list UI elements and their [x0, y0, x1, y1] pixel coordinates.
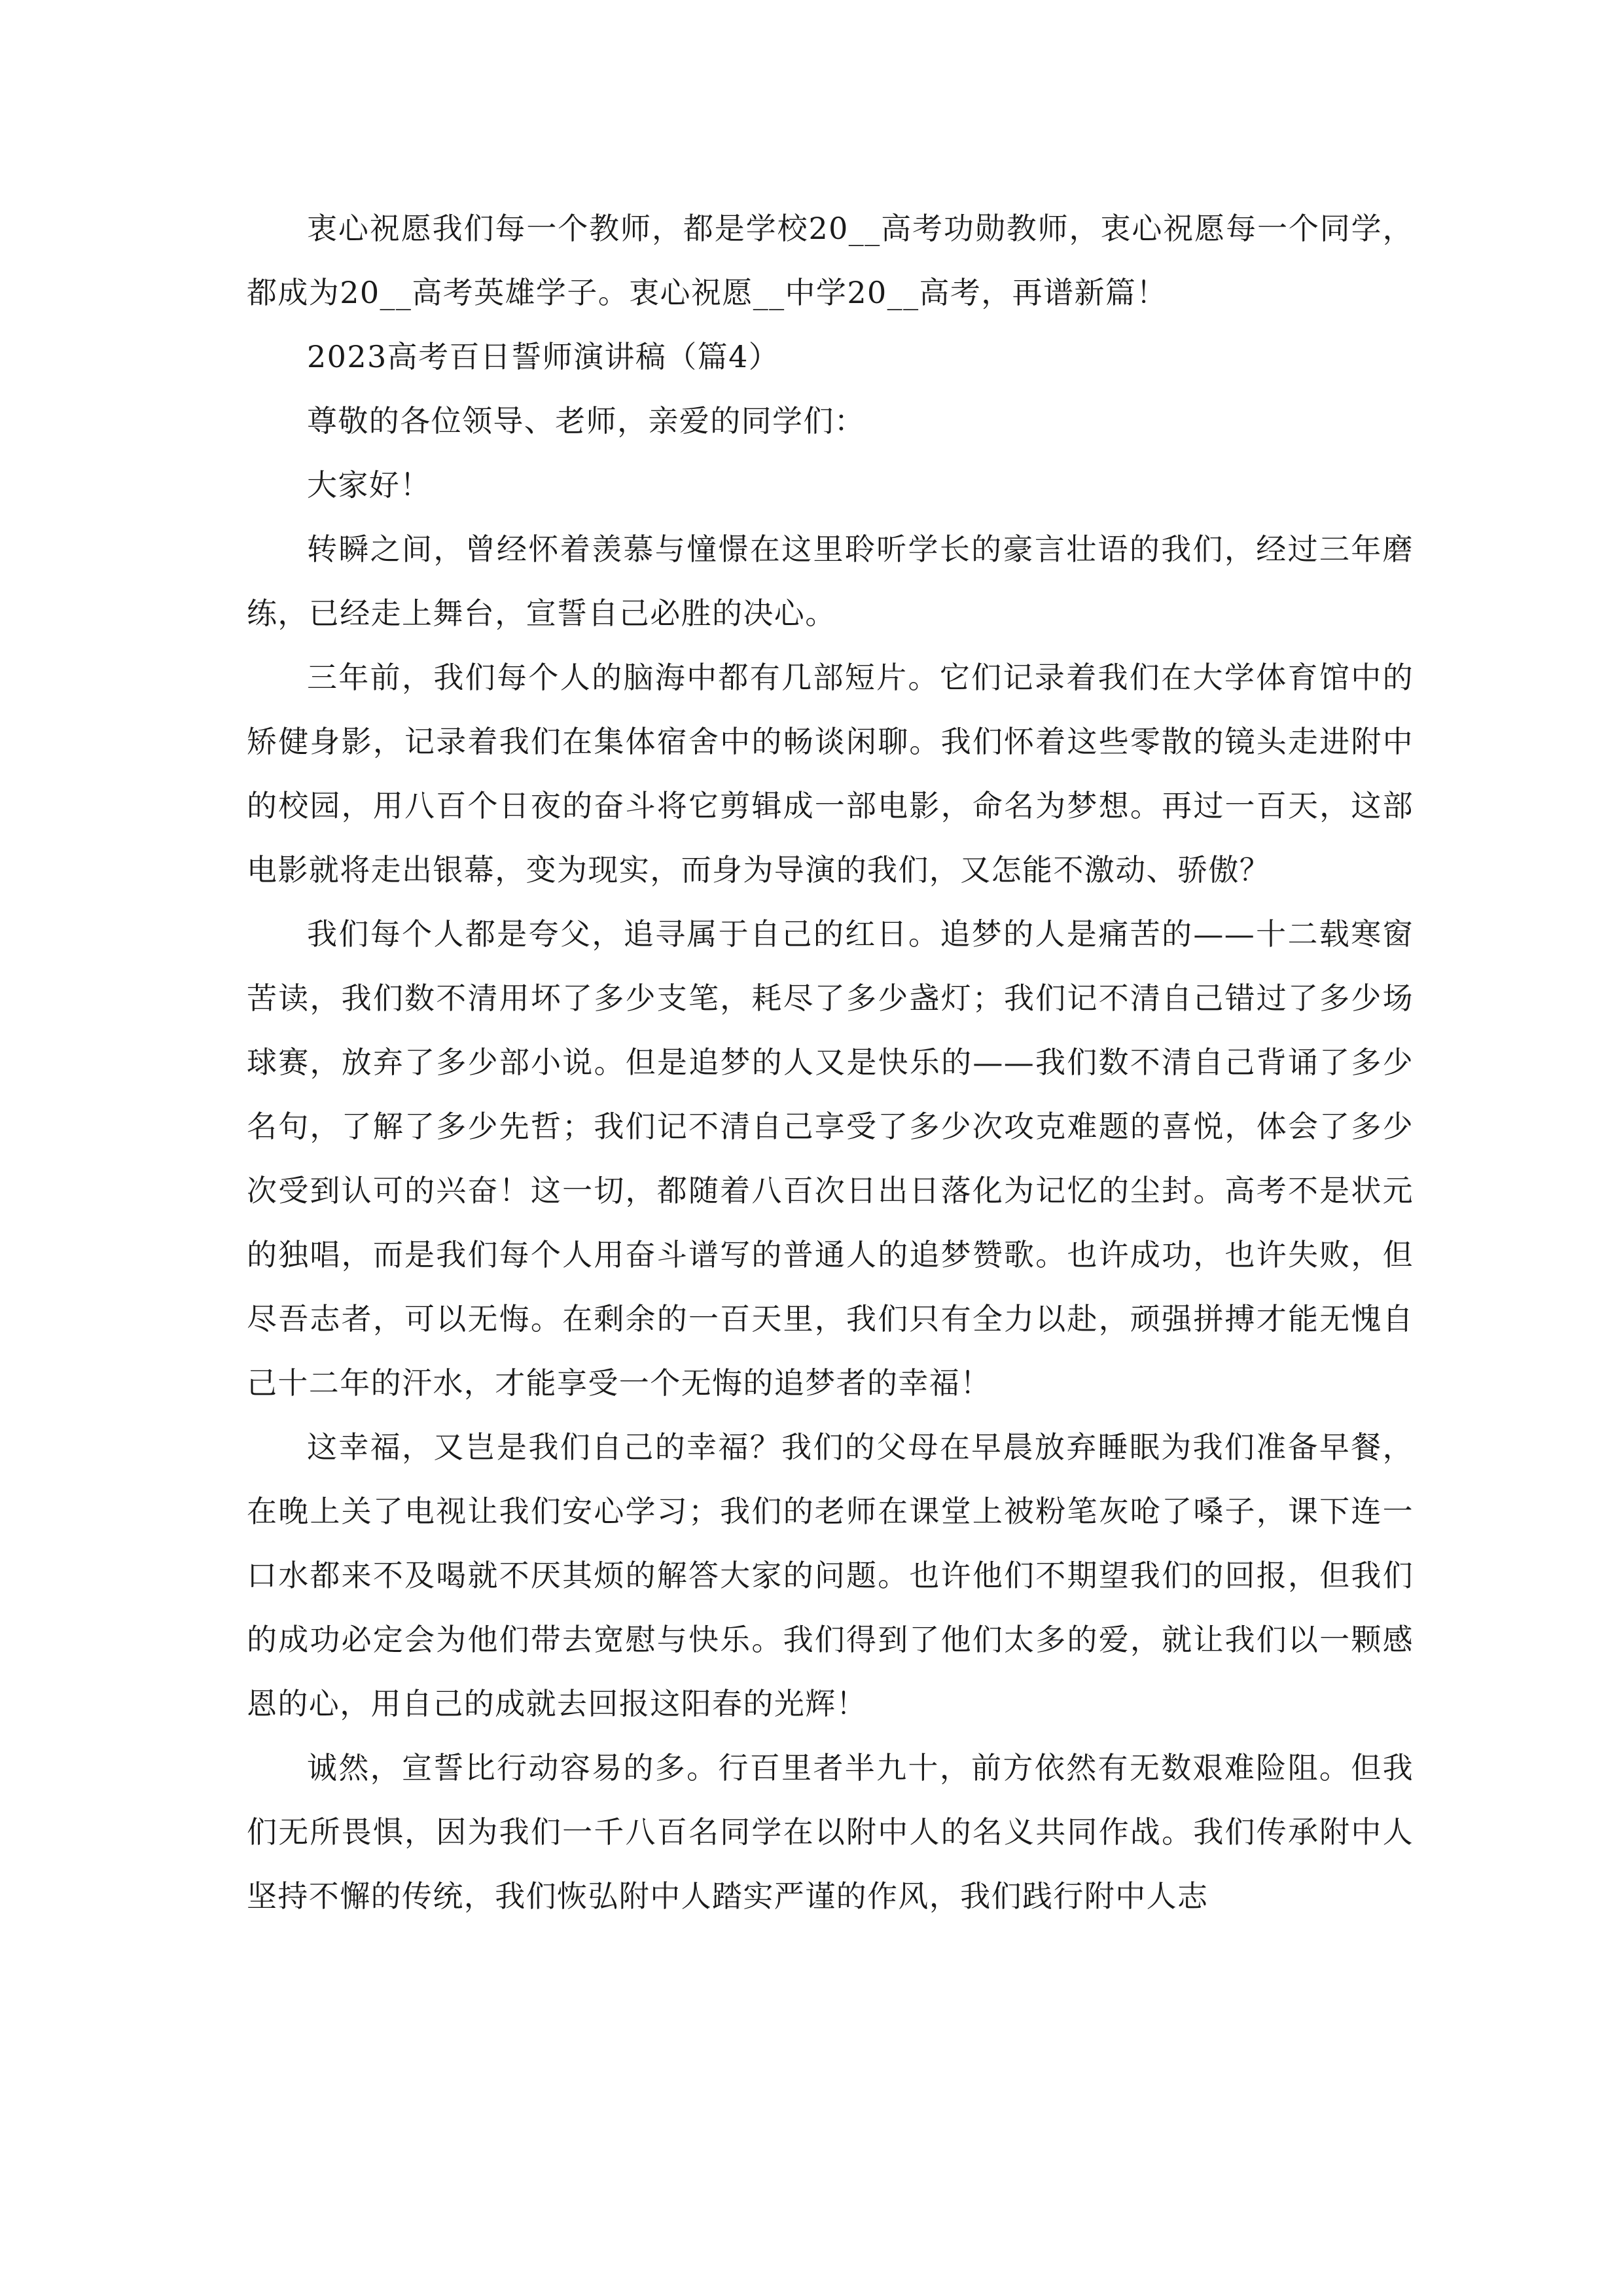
paragraph-dream-film: 三年前，我们每个人的脑海中都有几部短片。它们记录着我们在大学体育馆中的矫健身影，记录着我们在集体宿舍中的畅谈闲聊。我们怀着这些零散的镜头走进附中的校园，用八百个日夜的奋斗将它剪辑成一部电影，命名为梦想。再过一百天，这部电影就将走出银幕，变为现实，而身为导演的我们，又怎能不激动、骄傲？: [247, 660, 1414, 888]
salutation: 尊敬的各位领导、老师，亲爱的同学们：: [307, 403, 866, 439]
document-body: [247, 196, 1414, 1928]
paragraph-kuafu: 我们每个人都是夸父，追寻属于自己的红日。追梦的人是痛苦的——十二载寒窗苦读，我们数不清用坏了多少支笔，耗尽了多少盏灯；我们记不清自己错过了多少场球赛，放弃了多少部小说。但是追梦的人又是快乐的——我们数不清自己背诵了多少名句，了解了多少先哲；我们记不清自己享受了多少次攻克难题的喜悦，体会了多少次受到认可的兴奋！这一切，都随着八百次日出日落化为记忆的尘封。高考不是状元的独唱，而是我们每个人用奋斗谱写的普通人的追梦赞歌。也许成功，也许失败，但尽吾志者，可以无悔。在剩余的一百天里，我们只有全力以赴，顽强拼搏才能无愧自己十二年的汗水，才能享受一个无悔的追梦者的幸福！: [247, 916, 1414, 1401]
paragraph-stage: 转瞬之间，曾经怀着羡慕与憧憬在这里聆听学长的豪言壮语的我们，经过三年磨练，已经走上舞台，宣誓自己必胜的决心。: [247, 531, 1414, 631]
paragraph-oath: 诚然，宣誓比行动容易的多。行百里者半九十，前方依然有无数艰难险阻。但我们无所畏惧，因为我们一千八百名同学在以附中人的名义共同作战。我们传承附中人坚持不懈的传统，我们恢弘附中人踏实严谨的作风，我们践行附中人志: [247, 1750, 1414, 1914]
paragraph-gratitude: 这幸福，又岂是我们自己的幸福？我们的父母在早晨放弃睡眠为我们准备早餐，在晚上关了电视让我们安心学习；我们的老师在课堂上被粉笔灰呛了嗓子，课下连一口水都来不及喝就不厌其烦的解答大家的问题。也许他们不期望我们的回报，但我们的成功必定会为他们带去宽慰与快乐。我们得到了他们太多的爱，就让我们以一颗感恩的心，用自己的成就去回报这阳春的光辉！: [247, 1429, 1414, 1721]
greeting: 大家好！: [307, 467, 431, 503]
paragraph-wishes: 衷心祝愿我们每一个教师，都是学校20__高考功勋教师，衷心祝愿每一个同学，都成为20__高考英雄学子。衷心祝愿__中学20__高考，再谱新篇！: [247, 211, 1414, 310]
section-title: 2023高考百日誓师演讲稿（篇4）: [307, 339, 780, 374]
